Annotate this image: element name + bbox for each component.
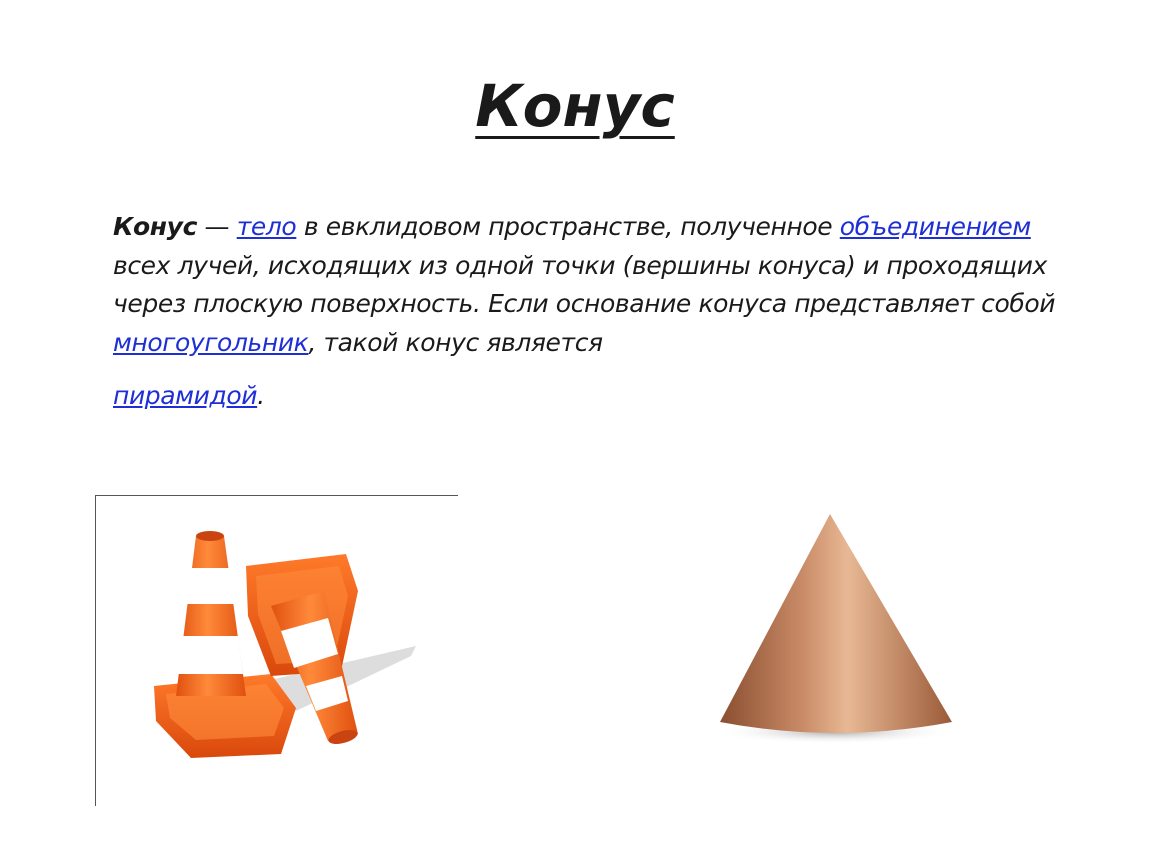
text-part-4: . xyxy=(257,381,265,410)
text-part-3: , такой конус является xyxy=(308,327,603,357)
link-pyramid[interactable]: пирамидой xyxy=(113,381,258,410)
term-bold: Конус xyxy=(113,212,197,241)
link-union[interactable]: объединением xyxy=(839,212,1031,241)
last-line xyxy=(113,377,1073,416)
text-part-1: в евклидовом пространстве, полученное xyxy=(296,212,840,241)
slide-title: Конус xyxy=(475,72,675,140)
text-part-2: всех лучей, исходящих из одной точки (вершины конуса) и проходящих через плоскую поверхность. Если основание конуса представляет собой xyxy=(113,250,1056,318)
copper-cone-image xyxy=(700,500,970,760)
traffic-cones-image xyxy=(96,496,436,796)
definition-paragraph xyxy=(113,208,1073,416)
link-polygon[interactable]: многоугольник xyxy=(113,327,309,357)
link-body[interactable]: тело xyxy=(236,212,297,241)
dash-text: — xyxy=(197,212,237,241)
